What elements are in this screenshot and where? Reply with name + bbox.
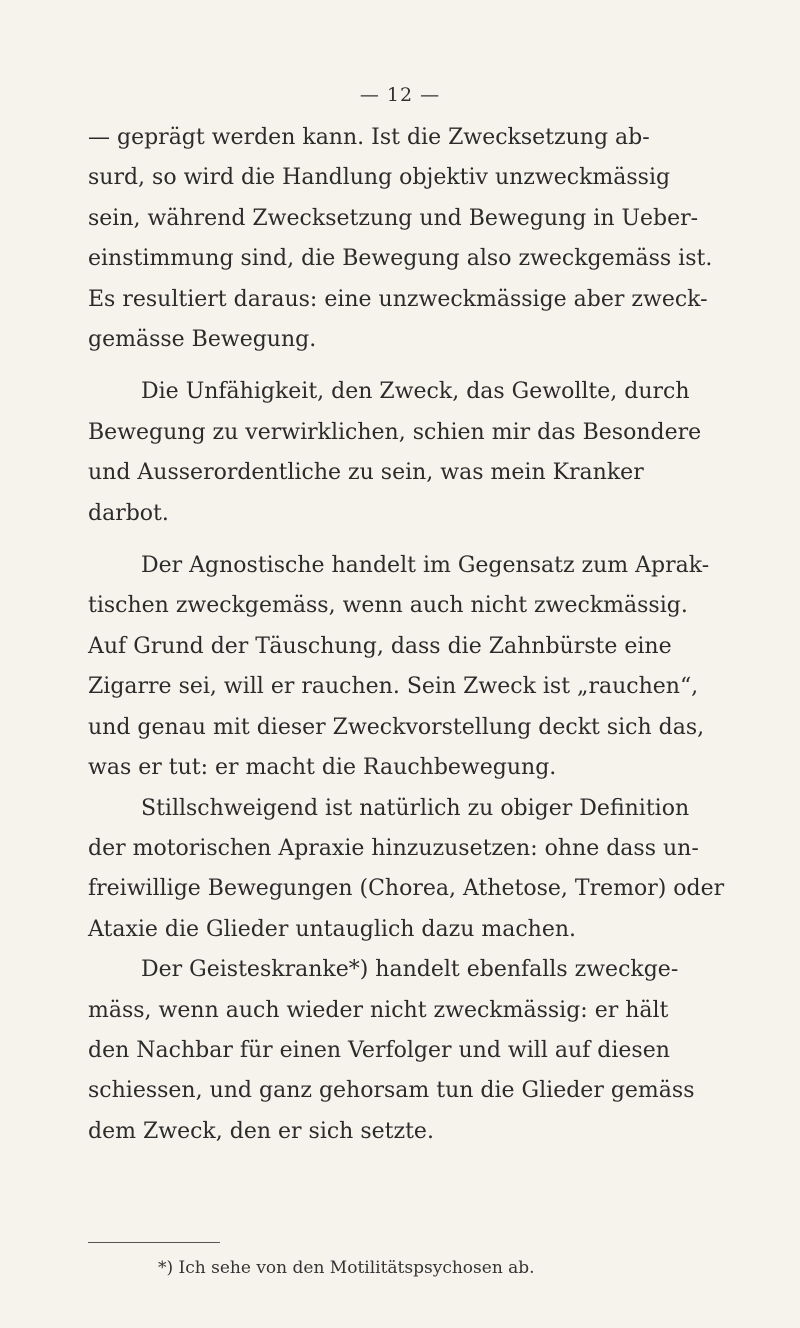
text-line: tischen zweckgemäss, wenn auch nicht zweckmässig. <box>88 593 688 619</box>
text-line: den Nachbar für einen Verfolger und will auf diesen <box>88 1037 670 1063</box>
text-line: Der Agnostische handelt im Gegensatz zum Aprak- <box>141 553 710 579</box>
paragraph-3 <box>88 546 778 788</box>
text-line: gemässe Bewegung. <box>88 327 317 353</box>
text-line: Die Unfähigkeit, den Zweck, das Gewollte, durch <box>141 379 690 405</box>
text-line: schiessen, und ganz gehorsam tun die Glieder gemäss <box>88 1078 695 1104</box>
text-line: was er tut: er macht die Rauchbewegung. <box>88 755 557 781</box>
text-line: Ataxie die Glieder untauglich dazu machen. <box>88 916 577 942</box>
paragraph-5 <box>88 950 778 1152</box>
text-line: — geprägt werden kann. Ist die Zwecksetzung ab- <box>88 125 650 150</box>
text-line: Stillschweigend ist natürlich zu obiger Definition <box>141 795 690 821</box>
text-line: mäss, wenn auch wieder nicht zweckmässig: er hält <box>88 997 669 1023</box>
text-line: Der Geisteskranke*) handelt ebenfalls zweckge- <box>141 957 679 983</box>
paragraph-1 <box>88 118 778 360</box>
paragraph-2 <box>88 372 778 534</box>
paragraph-4 <box>88 789 778 951</box>
text-line: und genau mit dieser Zweckvorstellung deckt sich das, <box>88 714 705 740</box>
body-text <box>88 118 778 1152</box>
footnote: *) Ich sehe von den Motilitätspsychosen ab. <box>158 1258 535 1278</box>
text-line: und Ausserordentliche zu sein, was mein Kranker <box>88 460 644 486</box>
paragraph-gap <box>88 360 778 372</box>
text-line: Bewegung zu verwirklichen, schien mir das Besondere <box>88 419 702 445</box>
text-line: Auf Grund der Täuschung, dass die Zahnbürste eine <box>88 633 672 659</box>
paragraph-gap <box>88 534 778 546</box>
text-line: dem Zweck, den er sich setzte. <box>88 1118 434 1144</box>
footnote-divider <box>88 1242 220 1243</box>
text-line: sein, während Zwecksetzung und Bewegung in Ueber- <box>88 205 699 231</box>
page-number: — 12 — <box>359 84 441 106</box>
text-line: Zigarre sei, will er rauchen. Sein Zweck ist „rauchen“, <box>88 674 699 700</box>
text-line: freiwillige Bewegungen (Chorea, Athetose, Tremor) oder <box>88 876 725 902</box>
text-line: Es resultiert daraus: eine unzweckmässige aber zweck- <box>88 286 708 312</box>
text-line: surd, so wird die Handlung objektiv unzweckmässig <box>88 165 671 191</box>
text-line: darbot. <box>88 500 169 526</box>
text-line: einstimmung sind, die Bewegung also zweckgemäss ist. <box>88 246 713 272</box>
text-line: der motorischen Apraxie hinzuzusetzen: ohne dass un- <box>88 835 699 861</box>
